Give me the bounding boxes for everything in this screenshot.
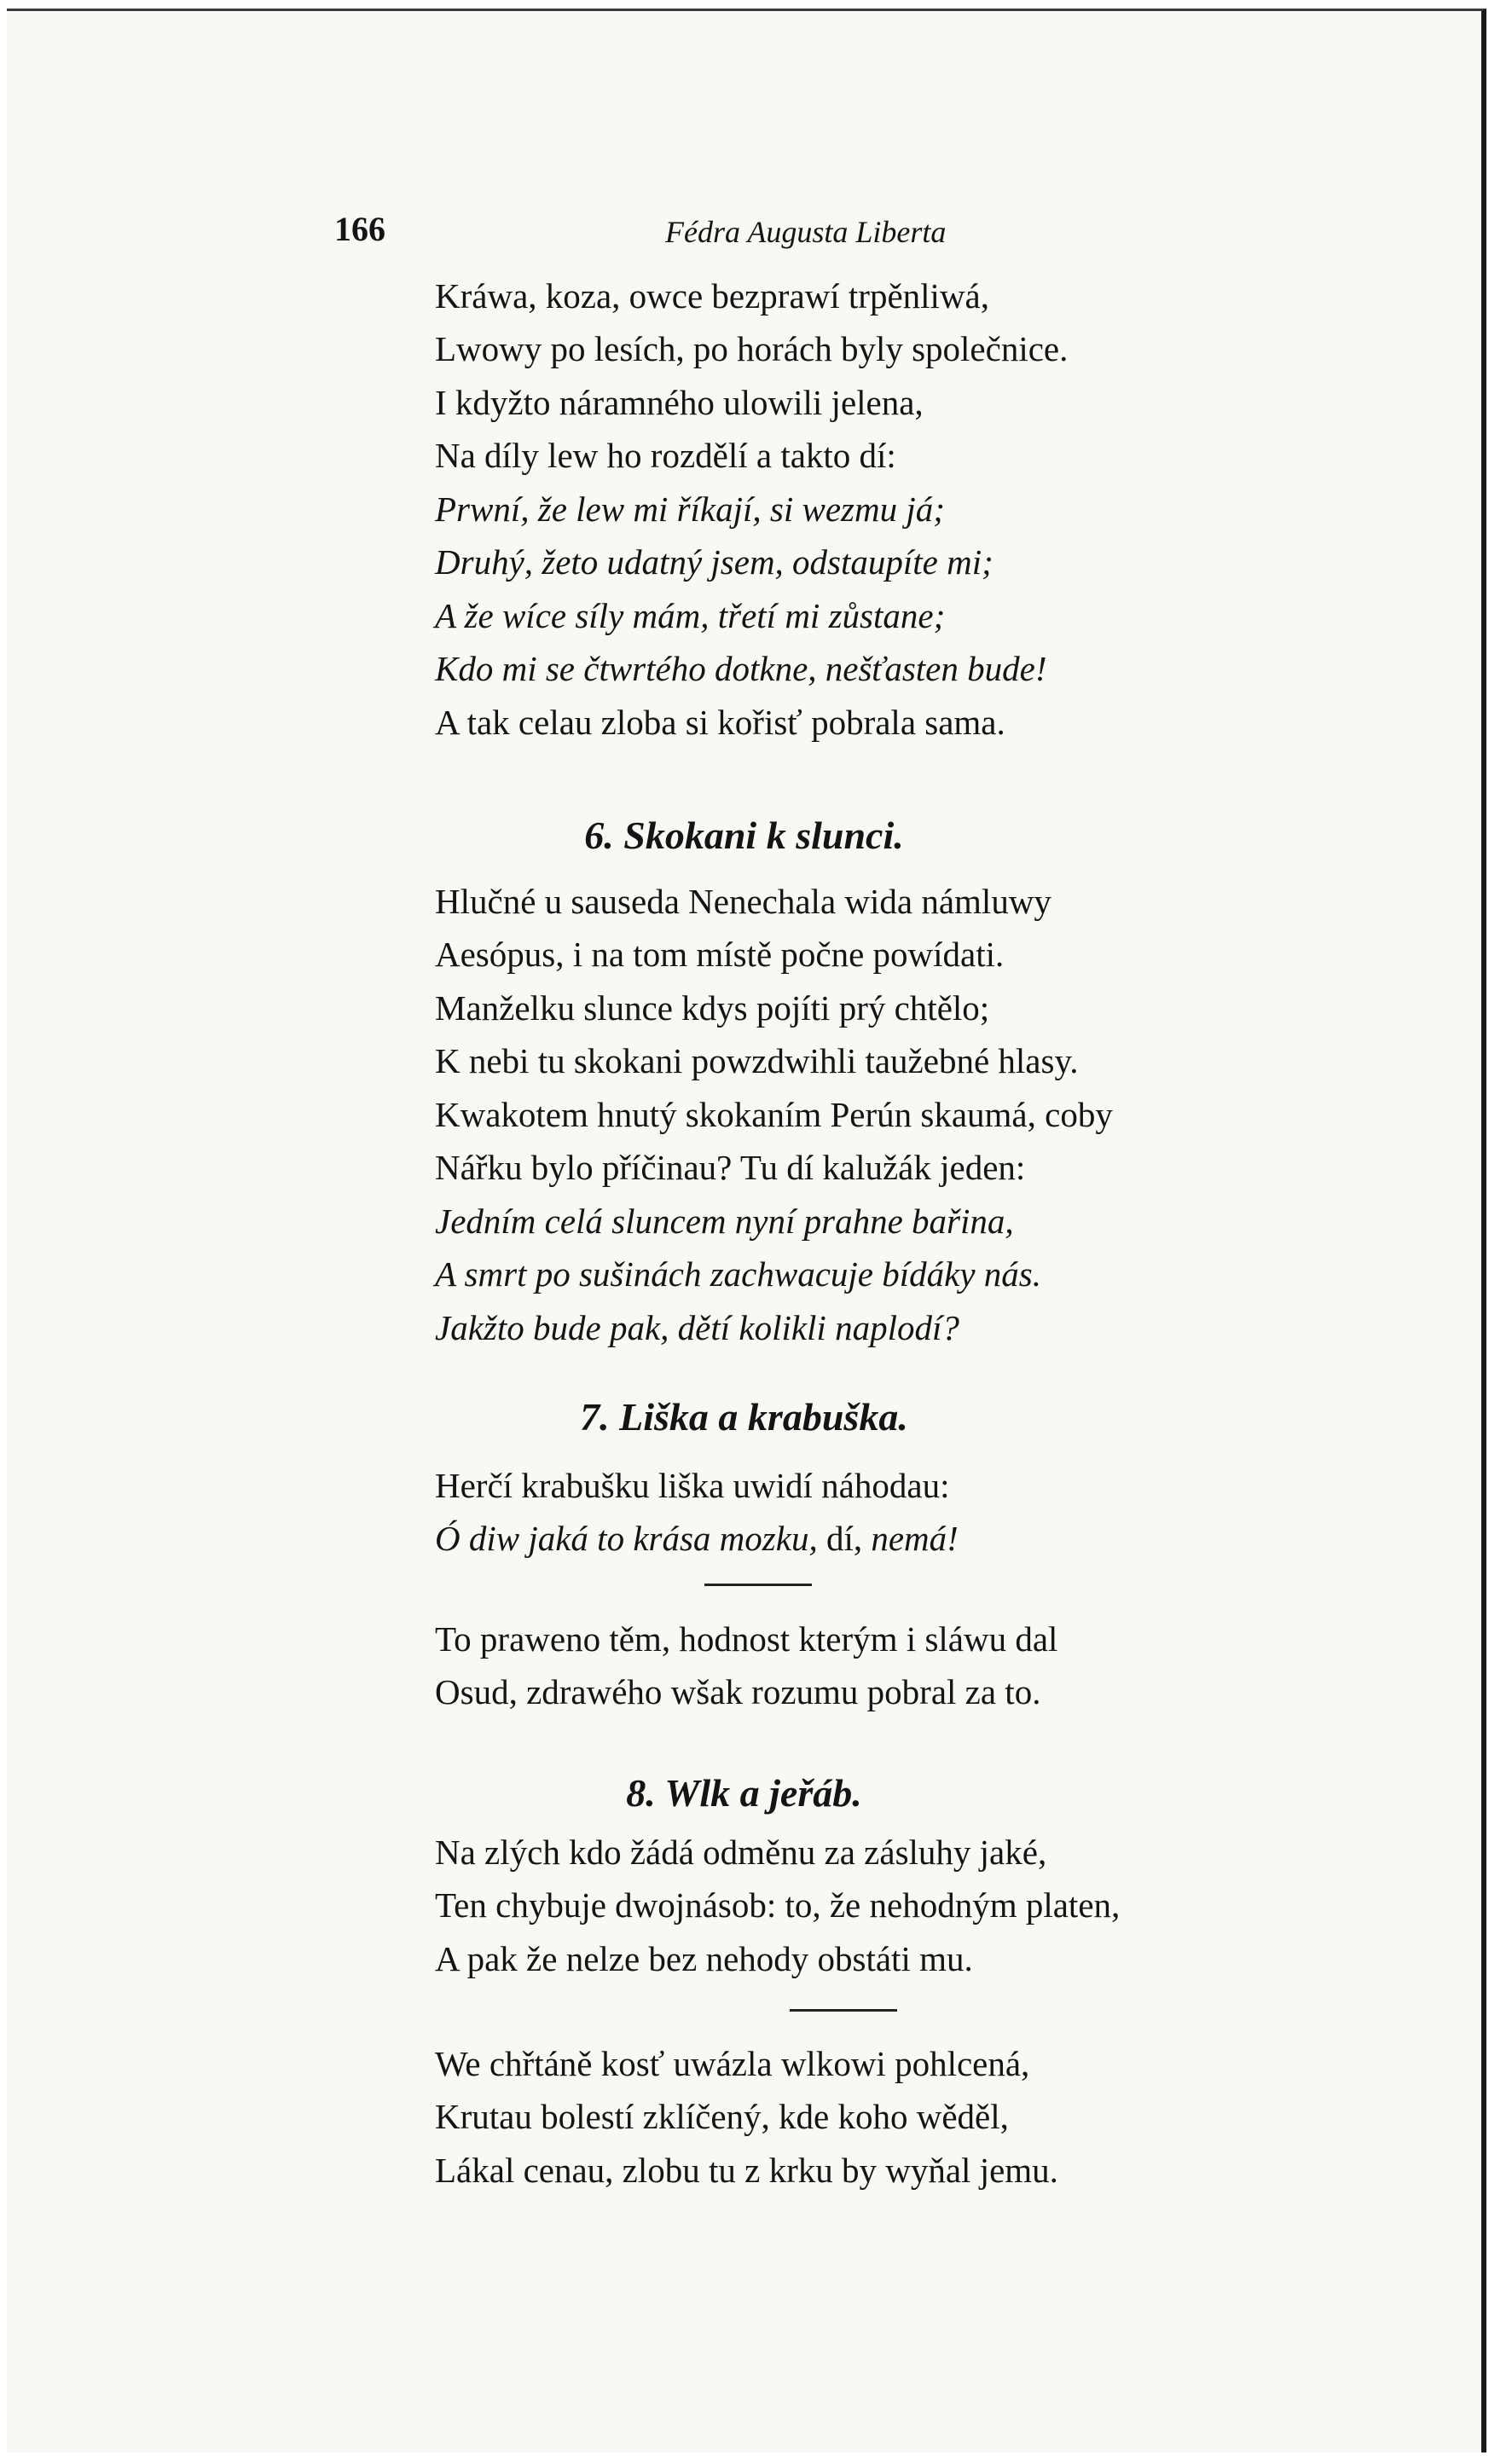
verse-line: A tak celau zloba si kořisť pobrala sama. [435,703,1005,742]
verse-line: Hlučné u sauseda Nenechala wida námluwy [435,882,1051,921]
verse-line: A pak že nelze bez nehody obstáti mu. [435,1939,973,1978]
verse-line: A že wíce síly mám, třetí mi zůstane; [435,596,946,635]
verse-line: Lwowy po lesích, po horách byly společnice. [435,329,1069,368]
section-heading: 8. Wlk a jeřáb. [626,1771,862,1815]
verse-fragment: Ó diw jaká to krása mozku, [435,1519,818,1558]
verse-line: Osud, zdrawého wšak rozumu pobral za to. [435,1672,1041,1711]
verse-line: We chřtáně kosť uwázla wlkowi pohlcená, [435,2044,1030,2083]
verse-line: Jedním celá sluncem nyní prahne bařina, [435,1202,1014,1241]
verse-line: K nebi tu skokani powzdwihli taužebné hlasy. [435,1041,1079,1080]
verse-line: A smrt po sušinách zachwacuje bídáky nás. [435,1254,1041,1294]
verse-line: Ten chybuje dwojnásob: to, že nehodným platen, [435,1885,1121,1925]
verse-line: Na zlých kdo žádá odměnu za zásluhy jaké, [435,1833,1047,1872]
running-title: Fédra Augusta Liberta [665,215,947,249]
verse-line: To praweno těm, hodnost kterým i sláwu dal [435,1619,1058,1659]
section-divider [704,1584,812,1586]
verse-line: Na díly lew ho rozdělí a takto dí: [435,436,896,475]
verse-line: Krutau bolestí zklíčený, kde koho wěděl, [435,2097,1009,2136]
page-number: 166 [334,210,385,248]
page-header [7,209,1481,260]
verse-line: Kráwa, koza, owce bezprawí trpěnliwá, [435,276,989,316]
verse-line: Kdo mi se čtwrtého dotkne, nešťasten bude! [435,649,1047,688]
verse-line: Druhý, žeto udatný jsem, odstaupíte mi; [435,542,994,582]
section-divider [790,2009,897,2012]
verse-line: Jakžto bude pak, dětí kolikli naplodí? [435,1308,959,1347]
verse-line: Aesópus, i na tom místě počne powídati. [435,935,1005,974]
verse-line: Lákal cenau, zlobu tu z krku by wyňal jemu. [435,2151,1058,2190]
verse-fragment: nemá! [871,1519,959,1558]
section-heading: 6. Skokani k slunci. [584,814,904,857]
verse-line: Nářku bylo příčinau? Tu dí kalužák jeden: [435,1148,1026,1187]
verse-line: Manželku slunce kdys pojíti prý chtělo; [435,988,990,1028]
section-heading: 7. Liška a krabuška. [580,1395,908,1439]
verse-line [435,1518,959,1559]
book-page [7,9,1486,2452]
verse-line: Herčí krabušku liška uwidí náhodau: [435,1466,950,1505]
verse-line: Kwakotem hnutý skokaním Perún skaumá, coby [435,1095,1113,1134]
verse-line: I kdyžto náramného ulowili jelena, [435,383,924,422]
verse-fragment: dí, [817,1519,872,1558]
verse-line: Prwní, že lew mi říkají, si wezmu já; [435,489,945,529]
